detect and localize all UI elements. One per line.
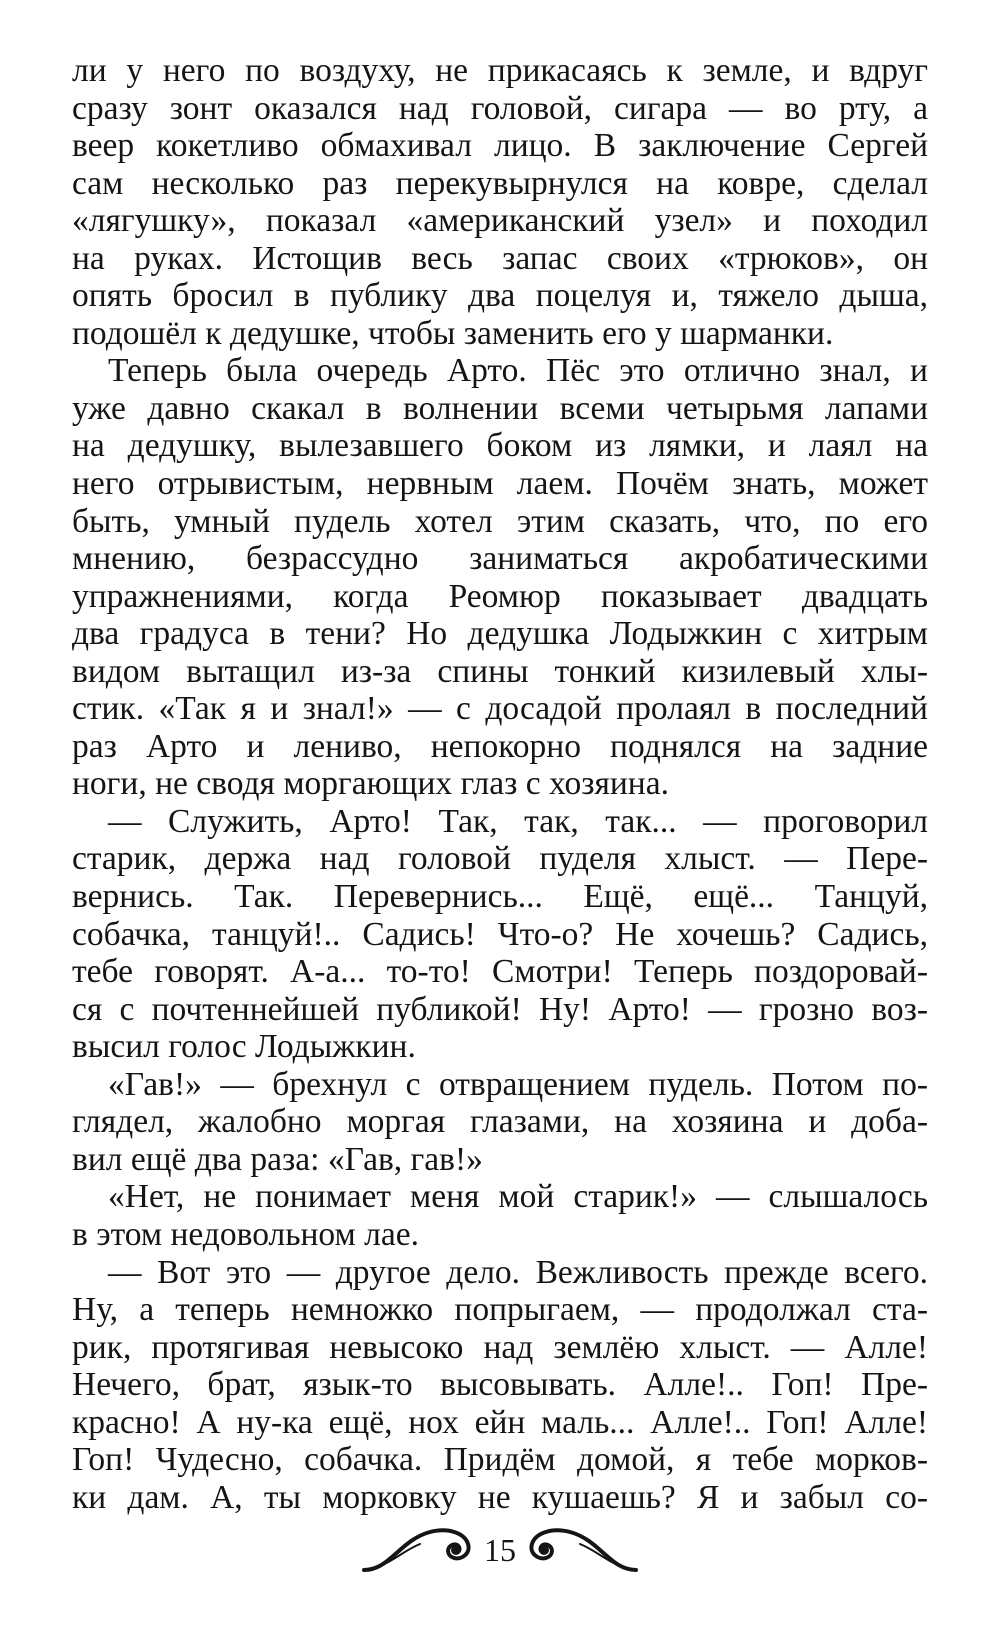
text-line: стик. «Так я и знал!» — с досадой пролаял в последний bbox=[72, 690, 928, 728]
text-line: Нечего, брат, язык-то высовывать. Алле!.. Гоп! Пре- bbox=[72, 1366, 928, 1404]
text-line: собачка, танцуй!.. Садись! Что-о? Не хочешь? Садись, bbox=[72, 915, 928, 953]
page-footer bbox=[0, 1520, 1000, 1600]
text-line: ки дам. А, ты морковку не кушаешь? Я и забыл со- bbox=[72, 1478, 928, 1516]
right-flourish-icon bbox=[510, 1520, 640, 1580]
text-line: него отрывистым, нервным лаем. Почём знать, может bbox=[72, 465, 928, 503]
text-line: «Нет, не понимает меня мой старик!» — слышалось bbox=[108, 1178, 928, 1216]
text-line: на дедушку, вылезавшего боком из лямки, и лаял на bbox=[72, 427, 928, 465]
paragraph bbox=[72, 1066, 928, 1179]
text-line: Гоп! Чудесно, собачка. Придём домой, я тебе морков- bbox=[72, 1441, 928, 1479]
text-line: ся с почтеннейшей публикой! Ну! Арто! — грозно воз- bbox=[72, 990, 928, 1028]
paragraph bbox=[72, 803, 928, 1066]
text-line: — Вот это — другое дело. Вежливость прежде всего. bbox=[108, 1253, 928, 1291]
text-line: сразу зонт оказался над головой, сигара — во рту, а bbox=[72, 89, 928, 127]
text-line: раз Арто и лениво, непокорно поднялся на задние bbox=[72, 727, 928, 765]
text-line: «Гав!» — брехнул с отвращением пудель. Потом по- bbox=[108, 1065, 928, 1103]
text-line: вил ещё два раза: «Гав, гав!» bbox=[72, 1140, 483, 1178]
body-text bbox=[72, 52, 928, 1516]
text-line: подошёл к дедушке, чтобы заменить его у шарманки. bbox=[72, 314, 834, 352]
page-number: 15 bbox=[484, 1532, 516, 1568]
text-line: два градуса в тени? Но дедушка Лодыжкин с хитрым bbox=[72, 615, 928, 653]
text-line: на руках. Истощив весь запас своих «трюков», он bbox=[72, 239, 928, 277]
text-line: видом вытащил из-за спины тонкий кизилевый хлы- bbox=[72, 652, 928, 690]
text-line: уже давно скакал в волнении всеми четырьмя лапами bbox=[72, 389, 928, 427]
paragraph bbox=[72, 1254, 928, 1517]
text-line: упражнениями, когда Реомюр показывает двадцать bbox=[72, 577, 928, 615]
text-line: Теперь была очередь Арто. Пёс это отлично знал, и bbox=[108, 352, 928, 390]
paragraph bbox=[72, 352, 928, 803]
text-line: веер кокетливо обмахивал лицо. В заключение Сергей bbox=[72, 127, 928, 165]
text-line: тебе говорят. А-а... то-то! Смотри! Теперь поздоровай- bbox=[72, 953, 928, 991]
text-line: красно! А ну-ка ещё, нох ейн маль... Алле!.. Гоп! Алле! bbox=[72, 1403, 928, 1441]
text-line: в этом недовольном лае. bbox=[72, 1215, 419, 1253]
text-line: ноги, не сводя моргающих глаз с хозяина. bbox=[72, 765, 669, 803]
text-line: вернись. Так. Перевернись... Ещё, ещё... Танцуй, bbox=[72, 878, 928, 916]
text-line: сам несколько раз перекувырнулся на ковре, сделал bbox=[72, 164, 928, 202]
text-line: «лягушку», показал «американский узел» и походил bbox=[72, 202, 928, 240]
text-line: Ну, а теперь немножко попрыгаем, — продолжал ста- bbox=[72, 1291, 928, 1329]
text-line: глядел, жалобно моргая глазами, на хозяина и доба- bbox=[72, 1103, 928, 1141]
text-line: быть, умный пудель хотел этим сказать, что, по его bbox=[72, 502, 928, 540]
text-line: высил голос Лодыжкин. bbox=[72, 1028, 416, 1066]
text-line: старик, держа над головой пуделя хлыст. — Пере- bbox=[72, 840, 928, 878]
text-line: рик, протягивая невысоко над землёю хлыст. — Алле! bbox=[72, 1328, 928, 1366]
paragraph bbox=[72, 52, 928, 352]
text-line: опять бросил в публику два поцелуя и, тяжело дыша, bbox=[72, 277, 928, 315]
text-line: ли у него по воздуху, не прикасаясь к земле, и вдруг bbox=[72, 52, 928, 89]
text-line: мнению, безрассудно заниматься акробатическими bbox=[72, 540, 928, 578]
paragraph bbox=[72, 1178, 928, 1253]
text-line: — Служить, Арто! Так, так, так... — проговорил bbox=[108, 802, 928, 840]
